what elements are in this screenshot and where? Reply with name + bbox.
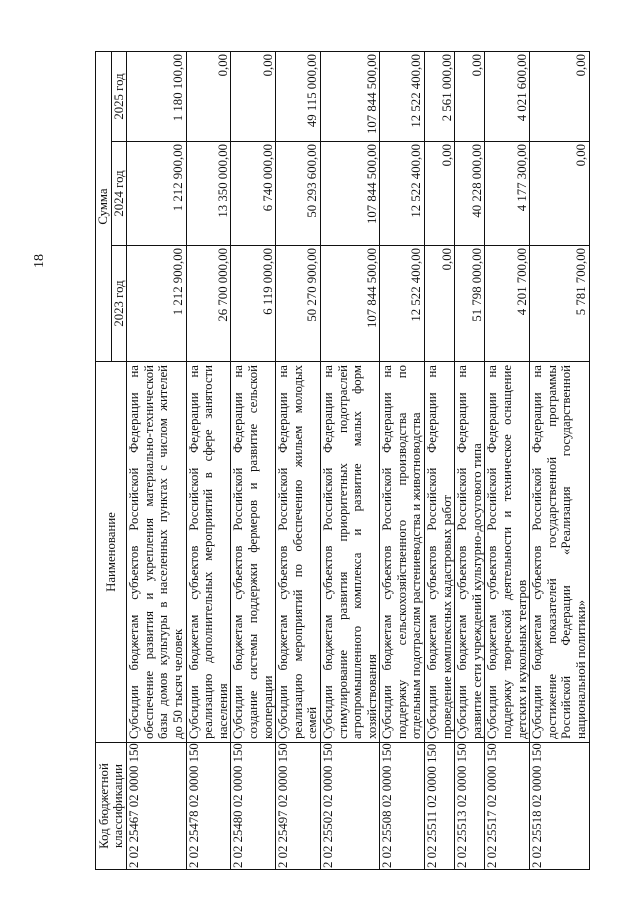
amount-cell: 107 844 500,00	[320, 142, 379, 246]
budget-code-cell: 2 02 25467 02 0000 150	[127, 743, 186, 870]
header-name: Наименование	[96, 362, 127, 743]
name-line: реализацию мероприятий по обеспечению жильем молодых	[290, 365, 305, 739]
header-year: 2024 год	[111, 142, 127, 246]
header-year: 2025 год	[111, 52, 127, 142]
budget-code-cell: 2 02 25502 02 0000 150	[320, 743, 379, 870]
budget-code-cell: 2 02 25480 02 0000 150	[231, 743, 276, 870]
budget-code-cell: 2 02 25478 02 0000 150	[186, 743, 231, 870]
amount-cell: 0,00	[425, 246, 455, 362]
name-line: стимулирование развития приоритетных подотраслей	[335, 365, 350, 739]
name-cell	[530, 362, 589, 743]
name-line: семей	[305, 706, 320, 739]
name-line: создание системы поддержки фермеров и развитие сельской	[245, 365, 260, 739]
name-cell	[231, 362, 276, 743]
amount-cell: 12 522 400,00	[380, 246, 425, 362]
amount-cell: 0,00	[530, 52, 589, 142]
amount-cell: 1 212 900,00	[127, 246, 186, 362]
name-line: Субсидии бюджетам субъектов Российской Федерации на	[380, 365, 395, 739]
name-line: базы домов культуры в населенных пунктах с числом жителей	[156, 365, 171, 739]
header-budget-code: Код бюджетной классификации	[96, 743, 127, 870]
amount-cell: 50 270 900,00	[276, 246, 321, 362]
amount-cell: 5 781 700,00	[530, 246, 589, 362]
name-line: национальной политики»	[574, 600, 588, 739]
name-line: Субсидии бюджетам субъектов Российской Федерации на	[455, 365, 470, 739]
amount-cell: 4 201 700,00	[485, 246, 530, 362]
table-row	[127, 52, 186, 870]
name-line: агропромышленного комплекса и развитие малых форм	[350, 365, 365, 739]
name-line: отдельным подотраслям растениеводства и животноводства	[409, 412, 424, 739]
amount-cell: 4 177 300,00	[485, 142, 530, 246]
amount-cell: 13 350 000,00	[186, 142, 231, 246]
name-line: Субсидии бюджетам субъектов Российской Федерации на	[231, 365, 246, 739]
amount-cell: 40 228 000,00	[455, 142, 485, 246]
header-sum: Сумма	[96, 52, 112, 362]
budget-code-cell: 2 02 25518 02 0000 150	[530, 743, 589, 870]
name-cell	[276, 362, 321, 743]
amount-cell: 6 119 000,00	[231, 246, 276, 362]
name-line: поддержку творческой деятельности и техническое оснащение	[500, 365, 515, 739]
name-cell	[455, 362, 485, 743]
header-row	[96, 52, 112, 870]
table-row	[380, 52, 425, 870]
name-line: поддержку сельскохозяйственного производства по	[394, 365, 409, 739]
amount-cell: 0,00	[231, 52, 276, 142]
name-line: Субсидии бюджетам субъектов Российской Федерации на	[186, 365, 201, 739]
amount-cell: 12 522 400,00	[380, 142, 425, 246]
table-row	[276, 52, 321, 870]
amount-cell: 12 522 400,00	[380, 52, 425, 142]
amount-cell: 50 293 600,00	[276, 142, 321, 246]
table-header	[96, 52, 127, 870]
budget-code-cell: 2 02 25508 02 0000 150	[380, 743, 425, 870]
name-line: до 50 тысяч человек	[170, 628, 185, 739]
name-line: Субсидии бюджетам субъектов Российской Федерации на	[276, 365, 291, 739]
name-cell	[425, 362, 455, 743]
budget-code-cell: 2 02 25517 02 0000 150	[485, 743, 530, 870]
amount-cell: 0,00	[455, 52, 485, 142]
table-row	[231, 52, 276, 870]
name-line: кооперации	[260, 675, 275, 739]
name-line: развитие сети учреждений культурно-досугового типа	[469, 443, 484, 739]
table-row	[530, 52, 589, 870]
name-line: Субсидии бюджетам субъектов Российской Федерации на	[320, 365, 335, 739]
page-number: 18	[32, 254, 47, 268]
amount-cell: 1 212 900,00	[127, 142, 186, 246]
name-line: Субсидии бюджетам субъектов Российской Федерации на	[425, 365, 440, 739]
name-line: реализацию дополнительных мероприятий в сфере занятости	[201, 365, 216, 739]
budget-code-cell: 2 02 25511 02 0000 150	[425, 743, 455, 870]
header-year: 2023 год	[111, 246, 127, 362]
amount-cell: 1 180 100,00	[127, 52, 186, 142]
table-row	[186, 52, 231, 870]
name-line: Субсидии бюджетам субъектов Российской Федерации на	[485, 365, 500, 739]
name-cell	[380, 362, 425, 743]
budget-code-cell: 2 02 25497 02 0000 150	[276, 743, 321, 870]
name-line: достижение показателей государственной программы	[544, 365, 559, 739]
amount-cell: 6 740 000,00	[231, 142, 276, 246]
name-line: проведение комплексных кадастровых работ	[439, 494, 454, 739]
name-line: детских и кукольных театров	[514, 579, 529, 739]
name-line: Субсидии бюджетам субъектов Российской Федерации на	[127, 365, 142, 739]
table-body	[127, 52, 589, 870]
name-line: обеспечение развития и укрепления материально-технической	[141, 365, 156, 739]
name-line: Субсидии бюджетам субъектов Российской Федерации на	[530, 365, 545, 739]
budget-table	[95, 51, 590, 870]
rotated-sheet	[32, 52, 590, 870]
name-cell	[186, 362, 231, 743]
name-cell	[485, 362, 530, 743]
name-line: хозяйствования	[364, 654, 379, 739]
amount-cell: 0,00	[530, 142, 589, 246]
table-row	[455, 52, 485, 870]
amount-cell: 26 700 000,00	[186, 246, 231, 362]
name-cell	[127, 362, 186, 743]
amount-cell: 0,00	[425, 142, 455, 246]
amount-cell: 107 844 500,00	[320, 52, 379, 142]
table-row	[425, 52, 455, 870]
amount-cell: 0,00	[186, 52, 231, 142]
amount-cell: 51 798 000,00	[455, 246, 485, 362]
name-line: населения	[215, 683, 230, 739]
name-line: Российской Федерации «Реализация государственной	[559, 365, 574, 739]
budget-code-cell: 2 02 25513 02 0000 150	[455, 743, 485, 870]
name-cell	[320, 362, 379, 743]
amount-cell: 4 021 600,00	[485, 52, 530, 142]
table-row	[320, 52, 379, 870]
table-row	[485, 52, 530, 870]
amount-cell: 49 115 000,00	[276, 52, 321, 142]
amount-cell: 107 844 500,00	[320, 246, 379, 362]
amount-cell: 2 561 000,00	[425, 52, 455, 142]
